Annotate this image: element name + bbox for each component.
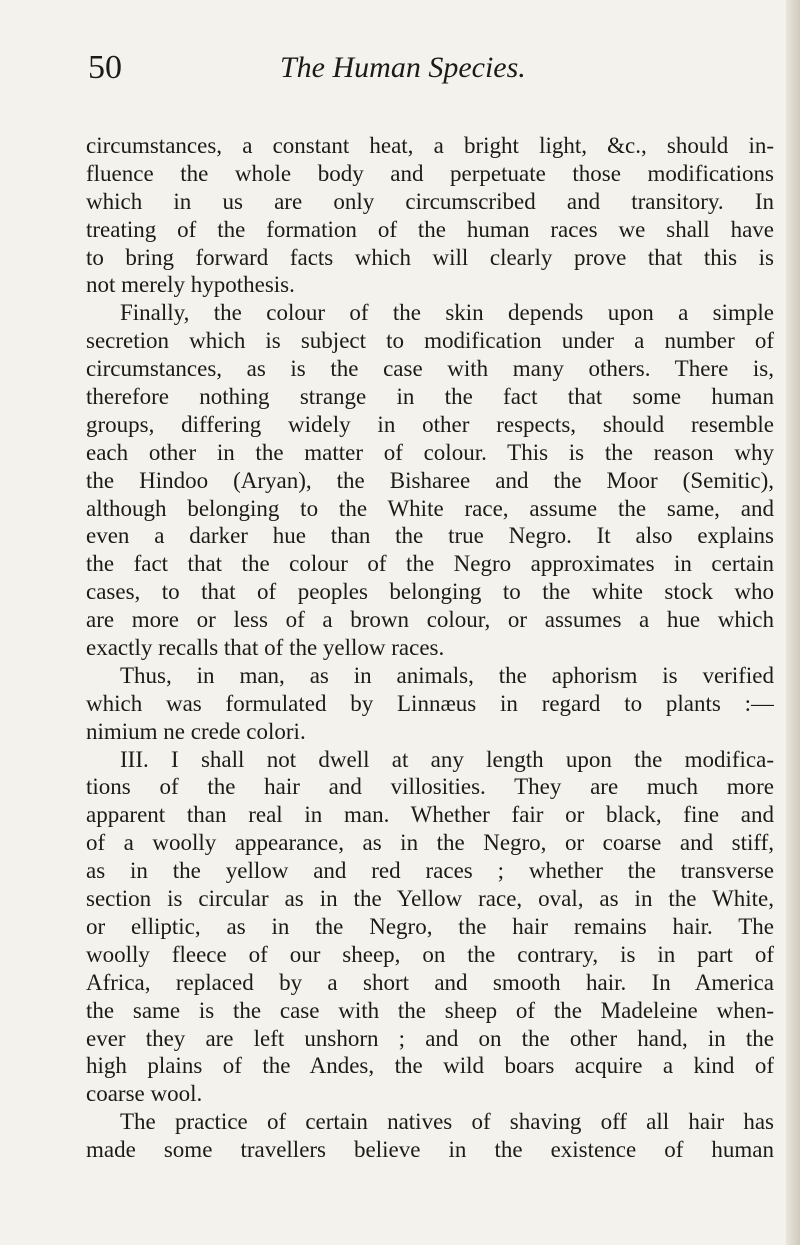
text-line: III. I shall not dwell at any length upon the modifica- bbox=[120, 746, 774, 772]
text-line: each other in the matter of colour. This is the reason why bbox=[86, 439, 774, 465]
text-line: apparent than real in man. Whether fair or black, fine and bbox=[86, 802, 774, 828]
text-line: circumstances, as is the case with many others. There is, bbox=[86, 356, 774, 382]
text-line: of a woolly appearance, as in the Negro, or coarse and stiff, bbox=[86, 830, 774, 856]
text-line: fluence the whole body and perpetuate those modifications bbox=[86, 160, 774, 186]
text-line: section is circular as in the Yellow race, oval, as in the White, bbox=[86, 886, 774, 912]
text-line: made some travellers believe in the existence of human bbox=[86, 1137, 774, 1163]
text-line: nimium ne crede colori. bbox=[86, 718, 306, 744]
text-line: cases, to that of peoples belonging to the white stock who bbox=[86, 579, 774, 605]
text-line: which was formulated by Linnæus in regard to plants :— bbox=[86, 690, 774, 716]
page-number: 50 bbox=[88, 49, 122, 86]
body-text bbox=[86, 132, 774, 1164]
running-title: The Human Species. bbox=[280, 51, 526, 84]
text-line: as in the yellow and red races ; whether the transverse bbox=[86, 858, 774, 884]
text-line: or elliptic, as in the Negro, the hair remains hair. The bbox=[86, 913, 774, 939]
page-edge-shadow bbox=[786, 0, 800, 1245]
text-line: coarse wool. bbox=[86, 1081, 203, 1107]
text-line: Africa, replaced by a short and smooth hair. In America bbox=[86, 969, 774, 995]
text-line: circumstances, a constant heat, a bright light, &c., should in- bbox=[86, 133, 774, 158]
text-line: therefore nothing strange in the fact that some human bbox=[86, 384, 774, 410]
text-line: The practice of certain natives of shaving off all hair has bbox=[120, 1109, 774, 1135]
text-line: Finally, the colour of the skin depends upon a simple bbox=[120, 300, 774, 326]
page-header bbox=[88, 48, 728, 88]
text-line: Thus, in man, as in animals, the aphorism is verified bbox=[120, 662, 774, 688]
text-line: high plains of the Andes, the wild boars acquire a kind of bbox=[86, 1053, 774, 1079]
text-line: which in us are only circumscribed and transitory. In bbox=[86, 188, 774, 214]
text-line: woolly fleece of our sheep, on the contrary, is in part of bbox=[86, 941, 774, 967]
text-line: tions of the hair and villosities. They are much more bbox=[86, 774, 774, 800]
text-line: not merely hypothesis. bbox=[86, 272, 295, 298]
text-line: although belonging to the White race, assume the same, and bbox=[86, 495, 774, 521]
text-line: groups, differing widely in other respects, should resemble bbox=[86, 411, 774, 437]
text-line: ever they are left unshorn ; and on the other hand, in the bbox=[86, 1025, 774, 1051]
text-line: treating of the formation of the human races we shall have bbox=[86, 216, 774, 242]
text-line: the same is the case with the sheep of the Madeleine when- bbox=[86, 997, 774, 1023]
text-line: the Hindoo (Aryan), the Bisharee and the Moor (Semitic), bbox=[86, 467, 774, 493]
text-line: exactly recalls that of the yellow races. bbox=[86, 635, 445, 661]
text-line: are more or less of a brown colour, or assumes a hue which bbox=[86, 607, 774, 633]
text-line: secretion which is subject to modification under a number of bbox=[86, 328, 774, 354]
text-line: the fact that the colour of the Negro approximates in certain bbox=[86, 551, 774, 577]
text-line: even a darker hue than the true Negro. It also explains bbox=[86, 523, 774, 549]
text-line: to bring forward facts which will clearly prove that this is bbox=[86, 244, 774, 270]
